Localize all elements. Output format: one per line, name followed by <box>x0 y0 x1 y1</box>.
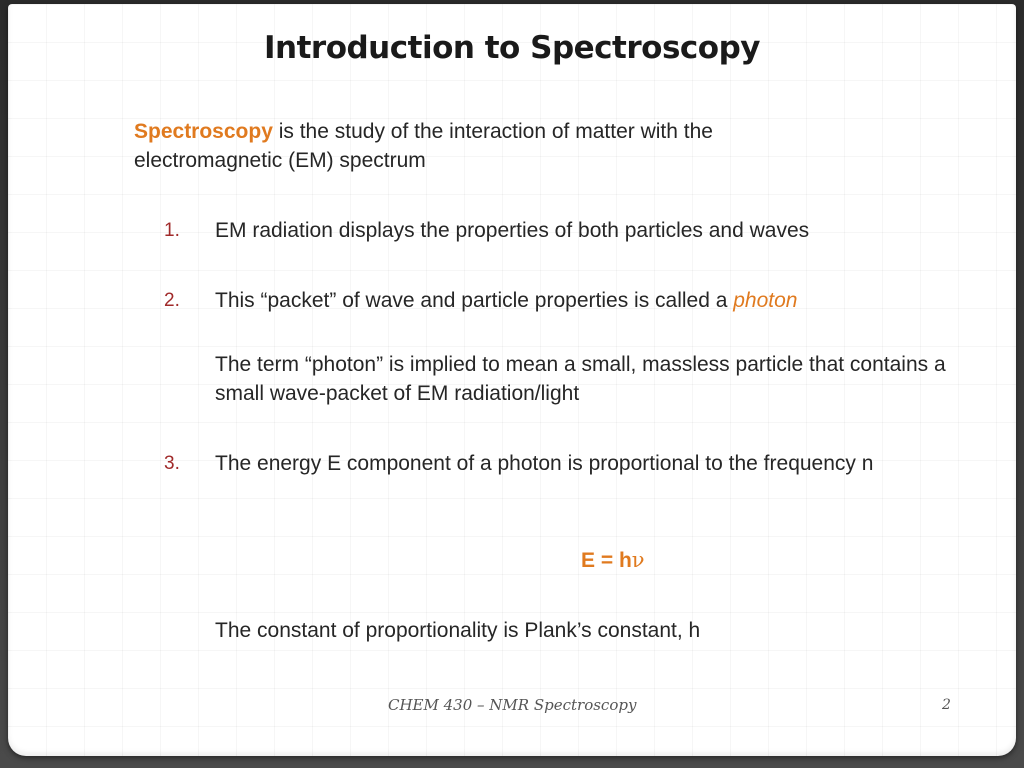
list-number-2: 2. <box>164 290 180 311</box>
list-text-3: The energy E component of a photon is proportional to the frequency n <box>215 452 874 475</box>
list-text-1: EM radiation displays the properties of both particles and waves <box>215 219 810 242</box>
photon-emphasis: photon <box>733 289 798 312</box>
slide-title: Introduction to Spectroscopy <box>263 30 760 66</box>
intro-paragraph <box>134 117 854 175</box>
nu-symbol: ν <box>631 548 645 572</box>
list-text-2-main: This “packet” of wave and particle properties is called a <box>215 289 734 312</box>
photon-note: The term “photon” is implied to mean a small, massless particle that contains a small wave-packet of EM radiation/light <box>215 353 946 405</box>
slide-number: 2 <box>942 697 951 713</box>
constant-note: The constant of proportionality is Plank’s constant, h <box>215 619 701 642</box>
list-text-2 <box>215 286 965 315</box>
footer-course: CHEM 430 – NMR Spectroscopy <box>388 696 637 714</box>
equation-lhs: E = h <box>581 549 632 572</box>
energy-equation <box>581 546 645 575</box>
list-number-3: 3. <box>164 453 180 474</box>
list-number-1: 1. <box>164 220 180 241</box>
intro-term: Spectroscopy <box>134 120 273 143</box>
intro-definition: is the study of the interaction of matter with the electromagnetic (EM) spectrum <box>134 120 713 172</box>
